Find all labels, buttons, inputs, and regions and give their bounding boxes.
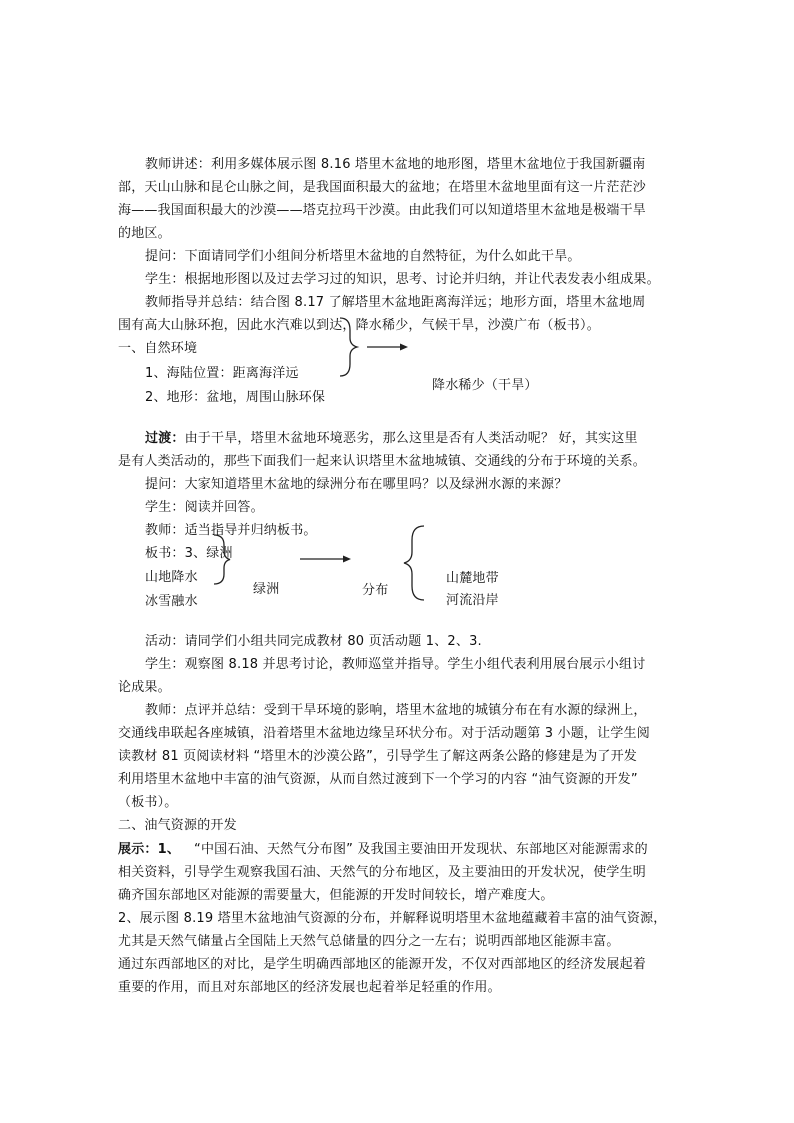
display-label: 展示：1、 — [118, 842, 181, 857]
diagram2-arrow-head — [343, 556, 351, 563]
diagram1-item-location: 1、海陆位置：距离海洋远 — [145, 366, 299, 381]
diagram2-piedmont: 山麓地带 — [446, 571, 499, 586]
teacher-guide-line1: 教师指导并总结：结合图 8.17 了解塔里木盆地距离海洋远；地形方面，塔里木盆地周 — [145, 295, 646, 310]
student-observe-line2: 论成果。 — [118, 680, 171, 695]
display-paragraph-line3: 确齐国东部地区对能源的需要量大，但能源的开发时间较长，增产难度大。 — [118, 888, 554, 903]
diagram2-distribution: 分布 — [362, 583, 389, 598]
diagram2-right-brace — [214, 535, 230, 584]
display-text: “中国石油、天然气分布图” 及我国主要油田开发现状、东部地区对能源需求的 — [194, 842, 648, 857]
display2-paragraph-line2: 尤其是天然气储量占全国陆上天然气总储量的四分之一左右；说明西部地区能源丰富。 — [118, 934, 620, 949]
section-heading-natural-environment: 一、自然环境 — [118, 341, 198, 356]
diagram1-arrow-head — [400, 344, 408, 351]
board-writing-oasis: 板书：3、绿洲 — [145, 546, 233, 561]
diagram2-source-precipitation: 山地降水 — [145, 570, 198, 585]
closing-paragraph-line1: 通过东西部地区的对比，是学生明确西部地区的能源开发，不仅对西部地区的经济发展起着 — [118, 957, 647, 972]
student-observe-line1: 学生：观察图 8.18 并思考讨论，教师巡堂并指导。学生小组代表利用展台展示小组讨 — [145, 657, 646, 672]
diagram2-riverside: 河流沿岸 — [446, 593, 499, 608]
question-line: 提问：下面请同学们小组间分析塔里木盆地的自然特征，为什么如此干旱。 — [145, 249, 581, 264]
teacher-summary-line4: 利用塔里木盆地中丰富的油气资源，从而自然过渡到下一个学习的内容 “油气资源的开发” — [118, 772, 638, 787]
transition-label: 过渡： — [145, 431, 185, 446]
diagram1-item-terrain: 2、地形：盆地，周围山脉环保 — [145, 390, 326, 405]
question-oasis-line: 提问：大家知道塔里木盆地的绿洲分布在哪里吗？以及绿洲水源的来源？ — [145, 477, 568, 492]
teacher-summary-line1: 教师：点评并总结：受到干旱环境的影响，塔里木盆地的城镇分布在有水源的绿洲上， — [145, 703, 647, 718]
student-line: 学生：根据地形图以及过去学习过的知识，思考、讨论并归纳，并让代表发表小组成果。 — [145, 272, 660, 287]
diagram2-oasis: 绿洲 — [253, 582, 280, 597]
display-paragraph-line2: 相关资料，引导学生观察我国石油、天然气的分布地区，及主要油田的开发状况，使学生明 — [118, 865, 647, 880]
paragraph-teacher-narration-line2: 部，天山山脉和昆仑山脉之间，是我国面积最大的盆地；在塔里木盆地里面有这一片茫茫沙 — [118, 180, 647, 195]
teacher-summary-line5: （板书）。 — [118, 795, 178, 810]
student-answer-line: 学生：阅读并回答。 — [145, 500, 264, 515]
diagram2-left-brace — [404, 526, 424, 600]
transition-text: 由于干旱，塔里木盆地环境恶劣，那么这里是否有人类活动呢？ 好，其实这里 — [184, 431, 638, 446]
paragraph-teacher-narration-line4: 的地区。 — [118, 226, 171, 241]
diagram1-result: 降水稀少（干旱） — [432, 378, 538, 393]
display2-paragraph-line1: 2、展示图 8.19 塔里木盆地油气资源的分布，并解释说明塔里木盆地蕴藏着丰富的油气资源， — [118, 911, 667, 926]
closing-paragraph-line2: 重要的作用，而且对东部地区的经济发展也起着举足轻重的作用。 — [118, 980, 501, 995]
diagram1-brace — [340, 318, 357, 376]
teacher-summary-line2: 交通线串联起各座城镇，沿着塔里木盆地边缘呈环状分布。对于活动题第 3 小题，让学生阅 — [118, 726, 650, 741]
teacher-summary-line3: 读教材 81 页阅读材料 “塔里木的沙漠公路”，引导学生了解这两条公路的修建是为了开发 — [118, 749, 638, 764]
section-heading-oil-gas: 二、油气资源的开发 — [118, 818, 237, 833]
activity-line: 活动：请同学们小组共同完成教材 80 页活动题 1、2、3. — [145, 634, 482, 649]
diagram2-source-snowmelt: 冰雪融水 — [145, 594, 198, 609]
transition-paragraph-line2: 是有人类活动的，那些下面我们一起来认识塔里木盆地城镇、交通线的分布于环境的关系。 — [118, 454, 647, 469]
paragraph-teacher-narration-line1: 教师讲述：利用多媒体展示图 8.16 塔里木盆地的地形图，塔里木盆地位于我国新疆南 — [145, 157, 646, 172]
paragraph-teacher-narration-line3: 海——我国面积最大的沙漠——塔克拉玛干沙漠。由此我们可以知道塔里木盆地是极端干旱 — [118, 203, 647, 218]
teacher-guide-line2: 围有高大山脉环抱，因此水汽难以到达，降水稀少，气候干旱，沙漠广布（板书）。 — [118, 318, 600, 333]
teacher-board-line: 教师：适当指导并归纳板书。 — [145, 523, 317, 538]
